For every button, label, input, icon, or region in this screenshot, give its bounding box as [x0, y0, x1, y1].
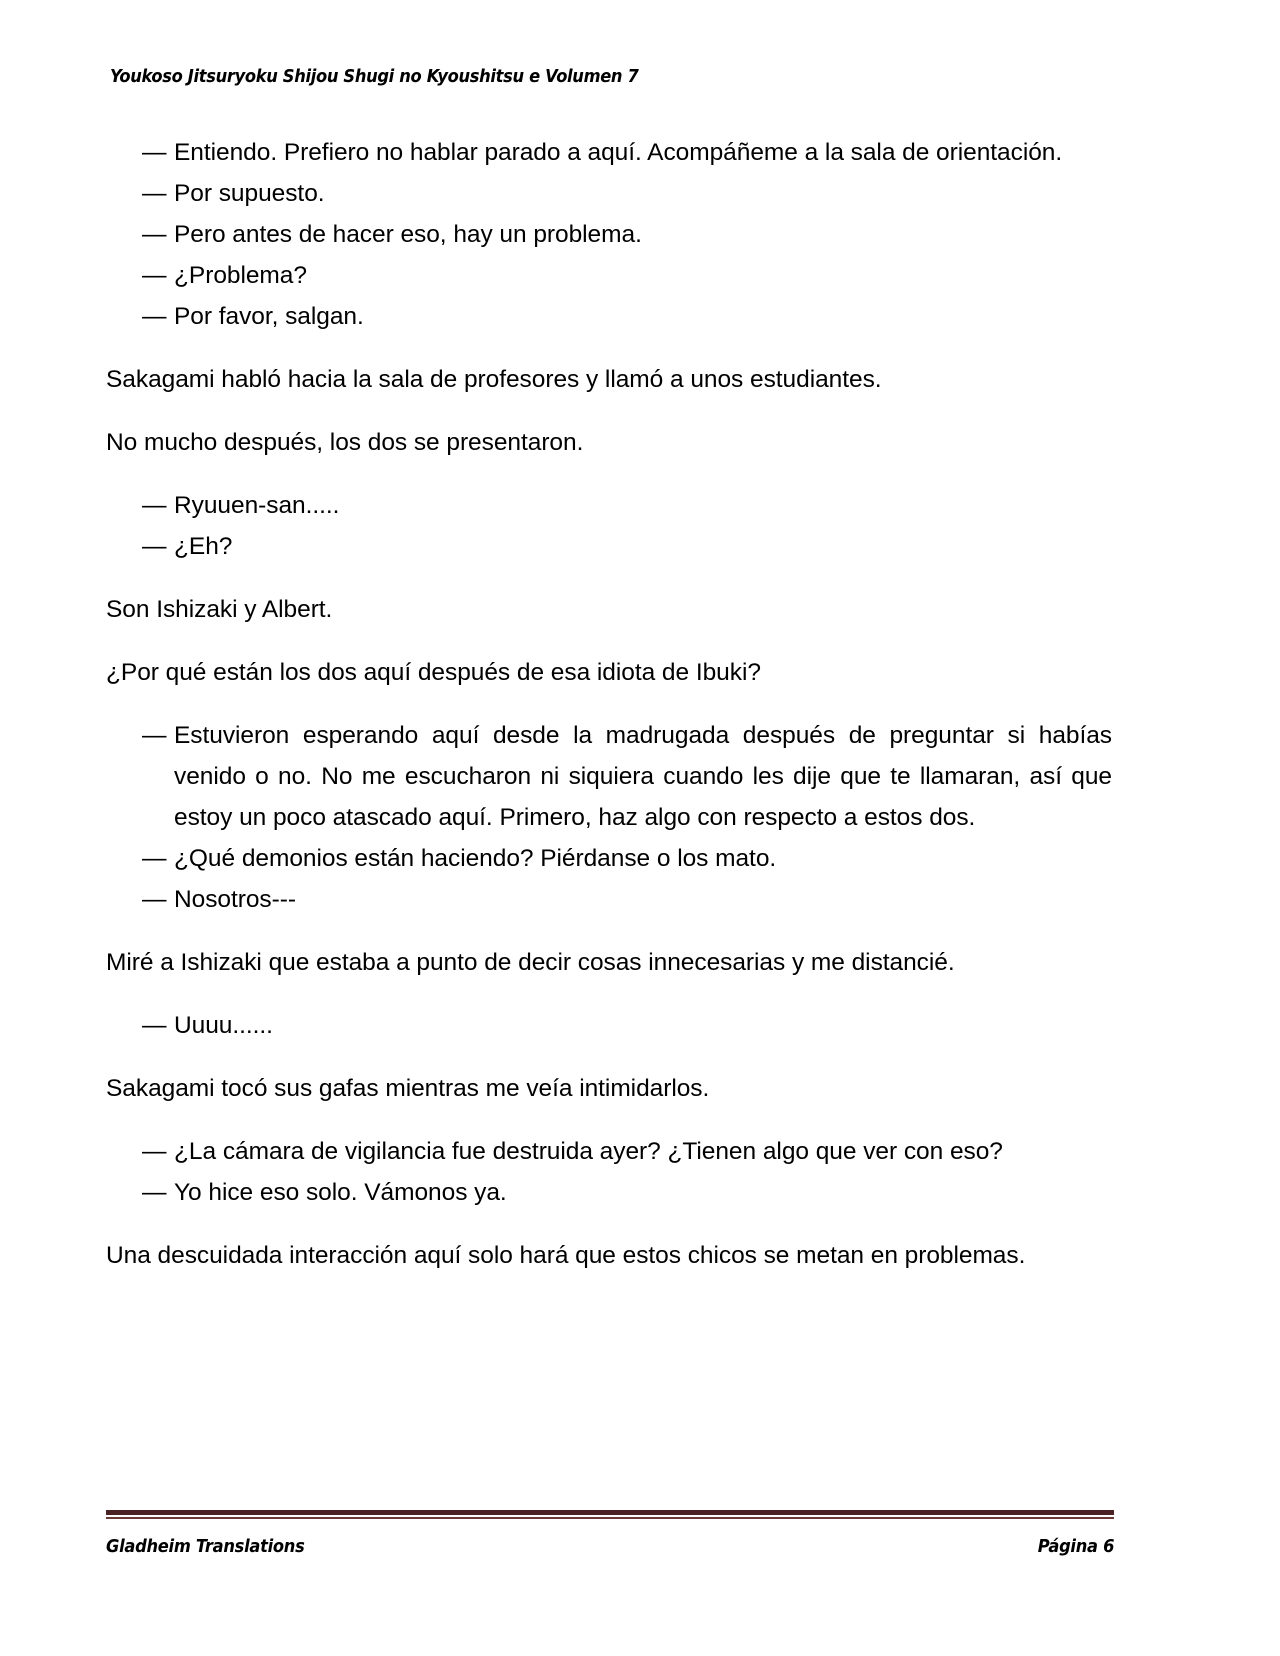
em-dash-marker: —: [142, 1138, 167, 1165]
dialogue-text: Pero antes de hacer eso, hay un problema.: [174, 221, 642, 248]
dialogue-text: ¿Qué demonios están haciendo? Piérdanse o los mato.: [174, 845, 777, 872]
dialogue-block: [106, 485, 1112, 567]
em-dash-marker: —: [142, 180, 167, 207]
page-footer: [106, 1510, 1114, 1557]
dialogue-line: [106, 485, 1112, 526]
dialogue-line: [106, 526, 1112, 567]
header-title: Youkoso Jitsuryoku Shijou Shugi no Kyoushitsu e Volumen 7: [110, 67, 639, 87]
dialogue-line: [106, 132, 1112, 173]
dialogue-line: [106, 255, 1112, 296]
footer-row: [106, 1537, 1114, 1557]
body-paragraph: Sakagami tocó sus gafas mientras me veía intimidarlos.: [106, 1075, 710, 1102]
dialogue-text: Nosotros---: [174, 886, 296, 913]
em-dash-marker: —: [142, 303, 167, 330]
em-dash-marker: —: [142, 1012, 167, 1039]
footer-rule-thin: [106, 1517, 1114, 1519]
dialogue-line: [106, 879, 1112, 920]
em-dash-marker: —: [142, 221, 167, 248]
em-dash-marker: —: [142, 262, 167, 289]
dialogue-text: ¿Problema?: [174, 262, 307, 289]
body-paragraph: Sakagami habló hacia la sala de profesores y llamó a unos estudiantes.: [106, 366, 882, 393]
body-paragraph: ¿Por qué están los dos aquí después de esa idiota de Ibuki?: [106, 659, 761, 686]
footer-translator-credit: Gladheim Translations: [106, 1537, 305, 1557]
dialogue-text: Uuuu......: [174, 1012, 273, 1039]
dialogue-block: [106, 1005, 1112, 1046]
dialogue-block: [106, 132, 1112, 337]
dialogue-text: Entiendo. Prefiero no hablar parado a aquí. Acompáñeme a la sala de orientación.: [174, 139, 1063, 166]
dialogue-text: Por favor, salgan.: [174, 303, 364, 330]
em-dash-marker: —: [142, 845, 167, 872]
dialogue-line: [106, 173, 1112, 214]
dialogue-text: Por supuesto.: [174, 180, 325, 207]
dialogue-line: [106, 1131, 1112, 1172]
dialogue-line: [106, 214, 1112, 255]
em-dash-marker: —: [142, 139, 167, 166]
dialogue-line: [106, 296, 1112, 337]
footer-page-number: Página 6: [1037, 1537, 1114, 1557]
body-paragraph: Son Ishizaki y Albert.: [106, 596, 333, 623]
page-body: [106, 132, 1112, 1298]
em-dash-marker: —: [142, 886, 167, 913]
dialogue-line: [106, 838, 1112, 879]
em-dash-marker: —: [142, 722, 167, 749]
body-paragraph: Una descuidada interacción aquí solo hará que estos chicos se metan en problemas.: [106, 1242, 1026, 1269]
em-dash-marker: —: [142, 533, 167, 560]
dialogue-line: [106, 1172, 1112, 1213]
em-dash-marker: —: [142, 492, 167, 519]
dialogue-block: [106, 1131, 1112, 1213]
body-paragraph: Miré a Ishizaki que estaba a punto de decir cosas innecesarias y me distancié.: [106, 949, 955, 976]
dialogue-text: Ryuuen-san.....: [174, 492, 340, 519]
body-paragraph: No mucho después, los dos se presentaron.: [106, 429, 584, 456]
em-dash-marker: —: [142, 1179, 167, 1206]
dialogue-text: Yo hice eso solo. Vámonos ya.: [174, 1179, 507, 1206]
page-header: [110, 66, 1120, 96]
dialogue-text: ¿La cámara de vigilancia fue destruida ayer? ¿Tienen algo que ver con eso?: [174, 1138, 1003, 1165]
dialogue-line: [106, 715, 1112, 838]
dialogue-block: [106, 715, 1112, 920]
dialogue-line: [106, 1005, 1112, 1046]
dialogue-text: ¿Eh?: [174, 533, 233, 560]
dialogue-text: Estuvieron esperando aquí desde la madrugada después de preguntar si habías venido o no. No me escucharon ni siquiera cuando les dije que te llamaran, así que estoy un poco atascado aquí. Primero, haz algo con respecto a estos dos.: [174, 722, 1112, 831]
